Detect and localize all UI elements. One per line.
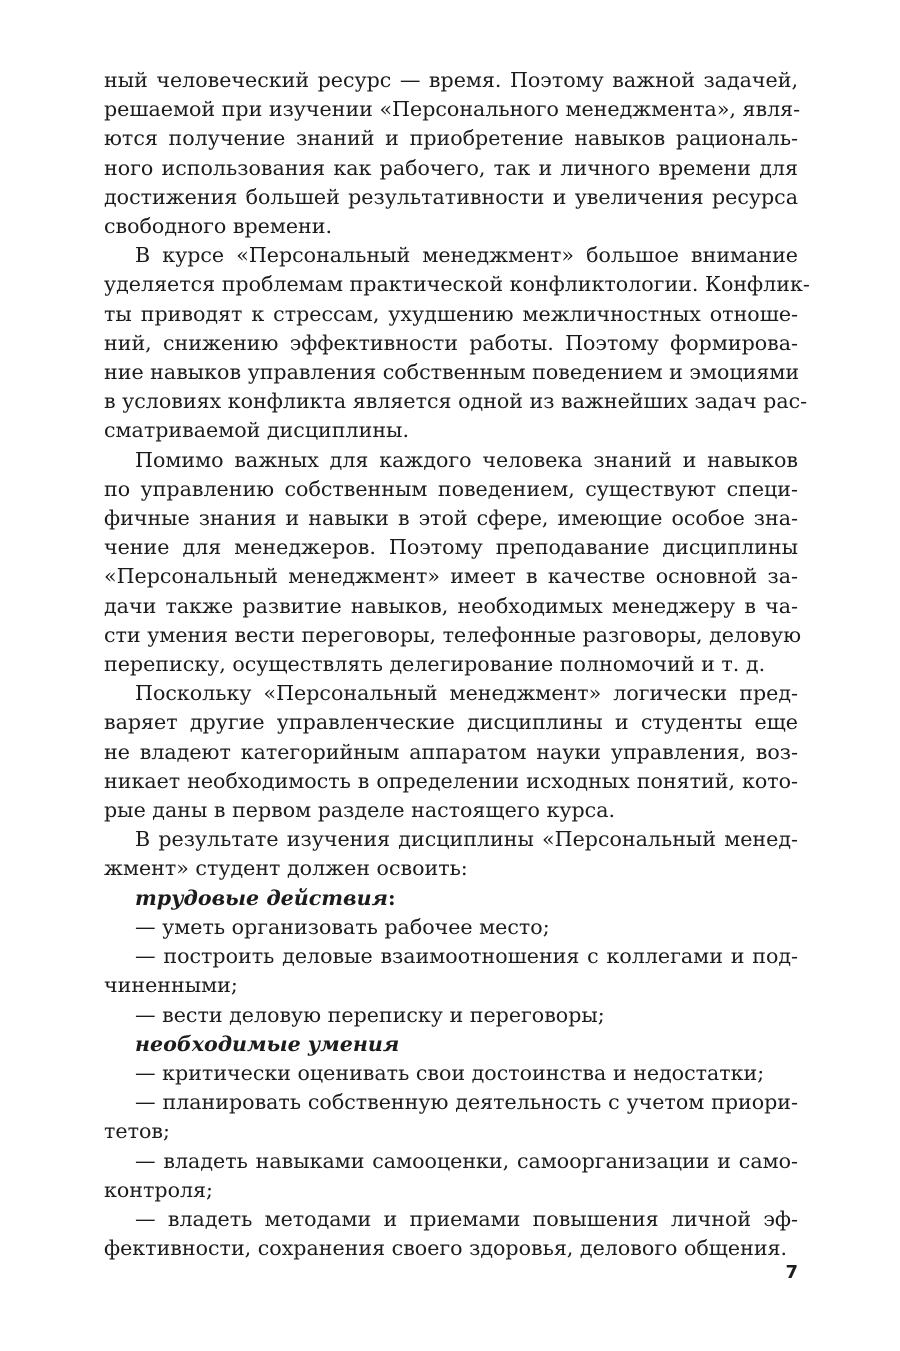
list-item: — вести деловую переписку и переговоры; xyxy=(135,1002,605,1027)
text-line: уделяется проблемам практической конфликтологии. Конфлик- xyxy=(104,272,810,297)
paragraph xyxy=(104,679,798,825)
text-line: рые даны в первом разделе настоящего курса. xyxy=(104,798,616,823)
skills-section xyxy=(104,1030,798,1264)
section-heading-colon: : xyxy=(387,885,396,910)
text-line: ный человеческий ресурс — время. Поэтому важной задачей, xyxy=(104,68,798,92)
text-line: «Персональный менеджмент» имеет в качестве основной за- xyxy=(104,564,798,589)
text-line: ты приводят к стрессам, ухудшению межличностных отноше- xyxy=(104,301,798,326)
list-item: — планировать собственную деятельность с учетом приори- xyxy=(135,1090,798,1115)
list-item: — владеть методами и приемами повышения личной эф- xyxy=(135,1206,798,1231)
text-line: фичные знания и навыки в этой сфере, имеющие особое зна- xyxy=(104,506,798,531)
text-line: переписку, осуществлять делегирование полномочий и т. д. xyxy=(104,652,766,677)
text-line: дачи также развитие навыков, необходимых менеджеру в ча- xyxy=(104,593,798,618)
text-line: не владеют категорийным аппаратом науки управления, воз- xyxy=(104,739,798,764)
text-line: варяет другие управленческие дисциплины и студенты еще xyxy=(104,710,798,735)
paragraph xyxy=(104,446,802,680)
paragraph xyxy=(104,825,798,883)
text-line: В курсе «Персональный менеджмент» большое внимание xyxy=(135,243,798,268)
list-item: — построить деловые взаимоотношения с коллегами и под- xyxy=(135,944,798,969)
text-line: Помимо важных для каждого человека знаний и навыков xyxy=(135,447,798,472)
paragraph xyxy=(104,241,810,445)
text-line: ются получение знаний и приобретение навыков рациональ- xyxy=(104,126,798,151)
text-line: по управлению собственным поведением, существуют специ- xyxy=(104,476,798,501)
section-heading xyxy=(104,1030,798,1059)
list-item: — критически оценивать свои достоинства и недостатки; xyxy=(135,1060,765,1085)
text-line: чение для менеджеров. Поэтому преподавание дисциплины xyxy=(104,535,798,560)
text-line: сти умения вести переговоры, телефонные разговоры, деловую xyxy=(104,622,802,647)
text-line: сматриваемой дисциплины. xyxy=(104,418,409,443)
section-heading-text: необходимые умения xyxy=(135,1031,400,1056)
text-line: никает необходимость в определении исходных понятий, кото- xyxy=(104,768,798,793)
list-item: — уметь организовать рабочее место; xyxy=(135,914,550,939)
list-item-continuation: тетов; xyxy=(104,1119,170,1144)
list-item-continuation: контроля; xyxy=(104,1177,213,1202)
list-item: — владеть навыками самооценки, самоорганизации и само- xyxy=(135,1148,798,1173)
paragraph xyxy=(104,66,801,241)
page-text xyxy=(104,66,810,1263)
text-line: ний, снижению эффективности работы. Поэтому формирова- xyxy=(104,330,798,355)
section-heading-text: трудовые действия xyxy=(135,885,388,910)
text-line: В результате изучения дисциплины «Персональный менед- xyxy=(135,827,798,852)
page-number: 7 xyxy=(785,1262,798,1283)
text-line: ние навыков управления собственным поведением и эмоциями xyxy=(104,360,800,385)
list-item-continuation: чиненными; xyxy=(104,973,238,998)
text-line: в условиях конфликта является одной из важнейших задач рас- xyxy=(104,389,808,414)
text-line: жмент» студент должен освоить: xyxy=(104,856,468,881)
text-line: достижения большей результативности и увеличения ресурса xyxy=(104,184,798,209)
text-line: Поскольку «Персональный менеджмент» логически пред- xyxy=(135,681,798,706)
labour-actions-section xyxy=(104,884,798,1030)
section-heading xyxy=(104,884,798,913)
text-line: ного использования как рабочего, так и личного времени для xyxy=(104,155,798,180)
list-item-continuation: фективности, сохранения своего здоровья, делового общения. xyxy=(104,1236,788,1261)
text-line: решаемой при изучении «Персонального менеджмента», явля- xyxy=(104,97,801,122)
text-line: свободного времени. xyxy=(104,214,333,239)
